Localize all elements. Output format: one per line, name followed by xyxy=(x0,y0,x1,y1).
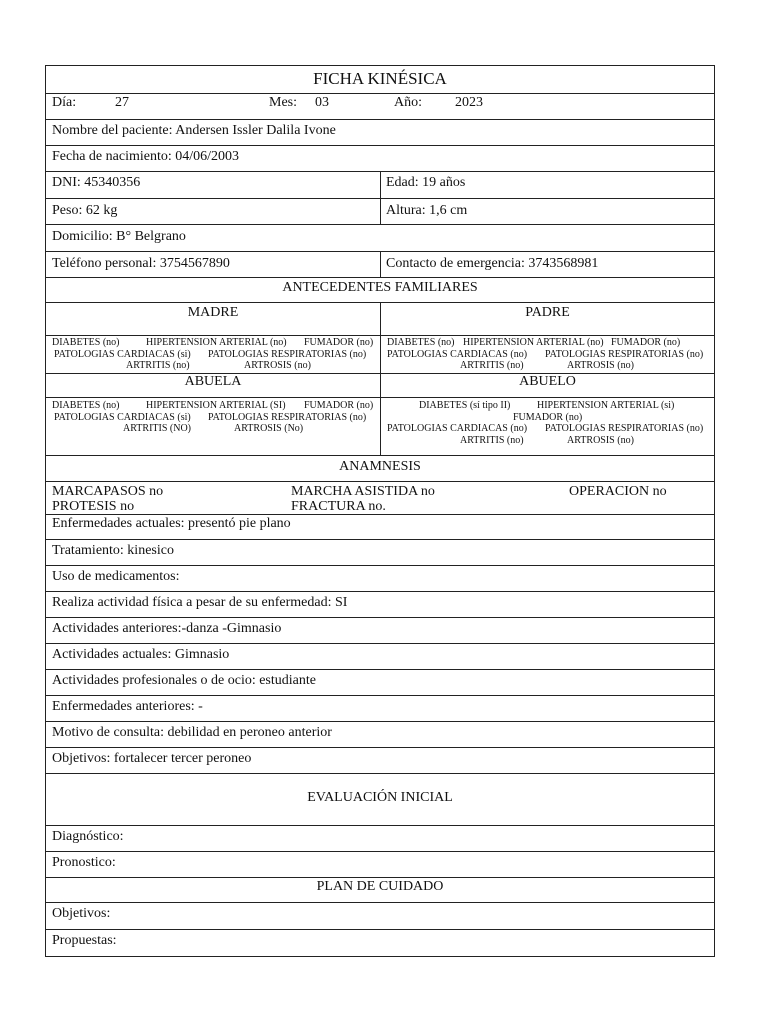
birth-date[interactable]: Fecha de nacimiento: 04/06/2003 xyxy=(52,149,240,164)
abuelo-label: ABUELO xyxy=(519,374,576,389)
medication-field[interactable]: Uso de medicamentos: xyxy=(52,569,180,584)
abuelo-cardiacas: PATOLOGIAS CARDIACAS (no) xyxy=(387,423,528,434)
prognosis-row xyxy=(46,852,714,878)
abuela-respiratorias: PATOLOGIAS RESPIRATORIAS (no) xyxy=(208,411,367,423)
madre-artrosis: ARTROSIS (no) xyxy=(244,360,311,371)
weight-field[interactable]: Peso: 62 kg xyxy=(52,203,118,218)
title-row xyxy=(46,66,714,120)
form-title: FICHA KINÉSICA xyxy=(313,69,447,88)
initial-evaluation-heading-row xyxy=(46,774,714,826)
abuelo-hipertension: HIPERTENSION ARTERIAL (si) xyxy=(537,400,675,411)
dni-field[interactable]: DNI: 45340356 xyxy=(52,175,141,190)
abuela-hipertension: HIPERTENSION ARTERIAL (SI) xyxy=(146,400,286,411)
age-cell xyxy=(381,172,714,198)
care-plan-heading: PLAN DE CUIDADO xyxy=(316,879,444,894)
padre-diabetes: DIABETES (no) xyxy=(387,337,455,348)
treatment-field[interactable]: Tratamiento: kinesico xyxy=(52,543,174,558)
weight-cell xyxy=(46,199,381,224)
physical-activity-row xyxy=(46,592,714,618)
madre-details xyxy=(46,337,380,372)
professional-activities-field[interactable]: Actividades profesionales o de ocio: estudiante xyxy=(52,673,316,688)
madre-label: MADRE xyxy=(187,305,239,320)
padre-cardiacas: PATOLOGIAS CARDIACAS (no) xyxy=(387,348,528,360)
abuela-label: ABUELA xyxy=(184,374,242,389)
year-value[interactable]: 2023 xyxy=(455,95,483,110)
objectives-field[interactable]: Objetivos: fortalecer tercer peroneo xyxy=(52,751,252,766)
emergency-field[interactable]: Contacto de emergencia: 3743568981 xyxy=(386,256,599,271)
diagnosis-row xyxy=(46,826,714,852)
address-row xyxy=(46,225,714,252)
care-plan-heading-row xyxy=(46,878,714,903)
diagnosis-field[interactable]: Diagnóstico: xyxy=(52,829,124,844)
marcha-field[interactable]: MARCHA ASISTIDA no xyxy=(291,484,435,499)
abuelo-details-cell xyxy=(381,398,714,455)
abuela-details-cell xyxy=(46,398,381,455)
treatment-row xyxy=(46,540,714,566)
abuelo-fumador: FUMADOR (no) xyxy=(513,411,583,423)
abuela-diabetes: DIABETES (no) xyxy=(52,400,120,411)
marcapasos-field[interactable]: MARCAPASOS no xyxy=(52,484,164,499)
madre-diabetes: DIABETES (no) xyxy=(52,337,120,348)
padre-details-cell xyxy=(381,336,714,397)
anamnesis-heading-row xyxy=(46,456,714,482)
padre-label: PADRE xyxy=(525,305,570,320)
initial-evaluation-heading: EVALUACIÓN INICIAL xyxy=(307,790,453,805)
plan-objectives-field[interactable]: Objetivos: xyxy=(52,906,111,921)
madre-details-cell xyxy=(46,336,381,397)
padre-hipertension: HIPERTENSION ARTERIAL (no) xyxy=(463,337,604,348)
current-diseases-row xyxy=(46,515,714,540)
previous-activities-row xyxy=(46,618,714,644)
height-cell xyxy=(381,199,714,224)
abuela-artrosis: ARTROSIS (No) xyxy=(234,423,304,434)
madre-fumador: FUMADOR (no) xyxy=(304,337,374,348)
abuelo-diabetes: DIABETES (sí tipo II) xyxy=(419,400,511,411)
date-divider xyxy=(46,93,714,94)
prognosis-field[interactable]: Pronostico: xyxy=(52,855,116,870)
current-diseases-field[interactable]: Enfermedades actuales: presentó pie plano xyxy=(52,516,291,531)
parents-details-row xyxy=(46,336,714,398)
parents-label-row xyxy=(46,303,714,336)
padre-fumador: FUMADOR (no) xyxy=(611,337,681,348)
objectives-row xyxy=(46,748,714,774)
anamnesis-heading: ANAMNESIS xyxy=(339,459,421,474)
height-field[interactable]: Altura: 1,6 cm xyxy=(386,203,468,218)
consultation-reason-row xyxy=(46,722,714,748)
abuela-fumador: FUMADOR (no) xyxy=(304,400,374,411)
abuelo-artrosis: ARTROSIS (no) xyxy=(567,434,634,446)
patient-name[interactable]: Nombre del paciente: Andersen Issler Dalila Ivone xyxy=(52,123,336,138)
year-label: Año: xyxy=(394,95,422,110)
current-activities-field[interactable]: Actividades actuales: Gimnasio xyxy=(52,647,230,662)
physical-activity-field[interactable]: Realiza actividad física a pesar de su enfermedad: SI xyxy=(52,595,348,610)
fractura-field[interactable]: FRACTURA no. xyxy=(291,499,386,514)
madre-artritis: ARTRITIS (no) xyxy=(126,360,190,371)
padre-artritis: ARTRITIS (no) xyxy=(460,360,524,371)
padre-details xyxy=(381,337,714,372)
month-value[interactable]: 03 xyxy=(315,95,329,110)
phone-field[interactable]: Teléfono personal: 3754567890 xyxy=(52,256,230,271)
medication-row xyxy=(46,566,714,592)
plan-objectives-row xyxy=(46,903,714,930)
kinesic-form xyxy=(45,65,715,957)
birth-date-row xyxy=(46,146,714,172)
madre-respiratorias: PATOLOGIAS RESPIRATORIAS (no) xyxy=(208,348,367,360)
padre-artrosis: ARTROSIS (no) xyxy=(567,360,634,371)
abuela-artritis: ARTRITIS (NO) xyxy=(123,423,192,434)
operacion-field[interactable]: OPERACION no xyxy=(569,484,667,499)
previous-diseases-field[interactable]: Enfermedades anteriores: - xyxy=(52,699,203,714)
madre-hipertension: HIPERTENSION ARTERIAL (no) xyxy=(146,337,287,348)
current-activities-row xyxy=(46,644,714,670)
proposals-field[interactable]: Propuestas: xyxy=(52,933,117,948)
professional-activities-row xyxy=(46,670,714,696)
grandparents-details-row xyxy=(46,398,714,456)
abuela-details xyxy=(46,400,380,435)
abuelo-details xyxy=(381,400,714,446)
weight-height-row xyxy=(46,199,714,225)
protesis-field[interactable]: PROTESIS no xyxy=(52,499,135,514)
dni-age-row xyxy=(46,172,714,199)
address-field[interactable]: Domicilio: B° Belgrano xyxy=(52,229,186,244)
consultation-reason-field[interactable]: Motivo de consulta: debilidad en peroneo anterior xyxy=(52,725,332,740)
phone-cell xyxy=(46,252,381,277)
abuelo-artritis: ARTRITIS (no) xyxy=(460,434,524,446)
dni-cell xyxy=(46,172,381,198)
madre-cardiacas: PATOLOGIAS CARDIACAS (si) xyxy=(54,348,191,360)
day-label: Día: xyxy=(52,95,77,110)
month-label: Mes: xyxy=(269,95,297,110)
day-value[interactable]: 27 xyxy=(115,95,129,110)
anamnesis-flags-row xyxy=(46,482,714,515)
phone-row xyxy=(46,252,714,278)
previous-diseases-row xyxy=(46,696,714,722)
madre-label-cell xyxy=(46,303,381,335)
emergency-cell xyxy=(381,252,714,277)
age-field[interactable]: Edad: 19 años xyxy=(386,175,466,190)
proposals-row xyxy=(46,930,714,956)
abuela-cardiacas: PATOLOGIAS CARDIACAS (si) xyxy=(54,411,191,423)
family-history-heading: ANTECEDENTES FAMILIARES xyxy=(282,280,478,295)
abuelo-respiratorias: PATOLOGIAS RESPIRATORIAS (no) xyxy=(545,423,704,434)
padre-label-cell xyxy=(381,303,714,335)
family-history-heading-row xyxy=(46,278,714,303)
previous-activities-field[interactable]: Actividades anteriores:-danza -Gimnasio xyxy=(52,621,282,636)
patient-name-row xyxy=(46,120,714,146)
padre-respiratorias: PATOLOGIAS RESPIRATORIAS (no) xyxy=(545,348,704,360)
